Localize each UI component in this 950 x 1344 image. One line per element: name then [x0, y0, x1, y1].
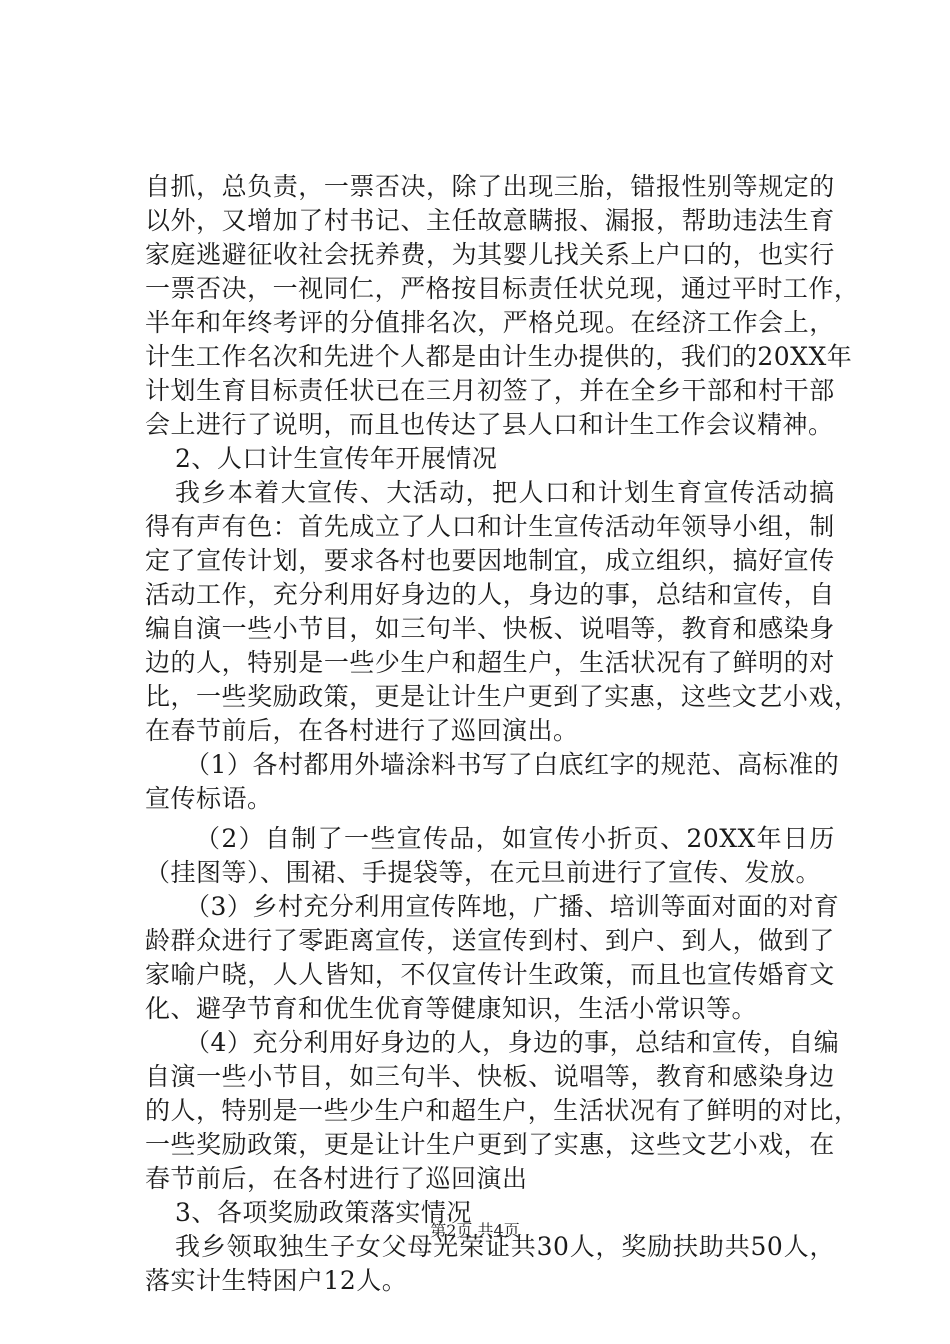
- text-line: 定 了 宣 传 计 划 ， 要 求 各 村 也 要 因 地 制 宜 ， 成 立 组 织 ， 搞 好 宣 传: [145, 546, 835, 575]
- text-line: 自 抓 ， 总 负 责 ， 一 票 否 决 ， 除 了 出 现 三 胎 ， 错 报 性 别 等 规 定 的: [145, 172, 835, 201]
- text-line: 比 ， 一 些 奖 励 政 策 ， 更 是 让 计 生 户 更 到 了 实 惠 ， 这 些 文 艺 小 戏 ，: [145, 682, 860, 711]
- paragraph: [145, 822, 835, 890]
- text-line: 会上进行了说明，而且也传达了县人口和计生工作会议精神。: [145, 410, 834, 439]
- text-line: 3、各项奖励政策落实情况: [175, 1198, 472, 1227]
- text-line: 春节前后，在各村进行了巡回演出: [145, 1164, 528, 1193]
- text-line: 我 乡 本 着 大 宣 传 、 大 活 动 ， 把 人 口 和 计 划 生 育 宣 传 活 动 搞: [175, 478, 835, 507]
- text-line: 编 自 演 一 些 小 节 目 ， 如 三 句 半 、 快 板 、 说 唱 等 ， 教 育 和 感 染 身: [145, 614, 835, 643]
- text-line: （ 2 ） 自 制 了 一 些 宣 传 品 ， 如 宣 传 小 折 页 、 20XX 年 日 历: [195, 824, 835, 853]
- text-line: 在春节前后，在各村进行了巡回演出。: [145, 716, 579, 745]
- text-line: 落实计生特困户12人。: [145, 1266, 408, 1295]
- paragraph: [145, 170, 860, 442]
- paragraph: [145, 442, 835, 476]
- text-line: 自 演 一 些 小 节 目 ， 如 三 句 半 、 快 板 、 说 唱 等 ， 教 育 和 感 染 身 边: [145, 1062, 835, 1091]
- text-line: 以 外 ， 又 增 加 了 村 书 记 、 主 任 故 意 瞒 报 、 漏 报 ， 帮 助 违 法 生 育: [145, 206, 835, 235]
- text-line: 活 动 工 作 ， 充 分 利 用 好 身 边 的 人 ， 身 边 的 事 ， 总 结 和 宣 传 ， 自: [145, 580, 835, 609]
- text-line: 得 有 声 有 色 ： 首 先 成 立 了 人 口 和 计 生 宣 传 活 动 年 领 导 小 组 ， 制: [145, 512, 835, 541]
- paragraph: [145, 890, 840, 1026]
- text-line: 计 生 工 作 名 次 和 先 进 个 人 都 是 由 计 生 办 提 供 的 ， 我 们 的 20XX 年: [145, 342, 853, 371]
- document-body: [145, 170, 860, 1298]
- text-line: 一 票 否 决 ， 一 视 同 仁 ， 严 格 按 目 标 责 任 状 兑 现 ， 通 过 平 时 工 作 ，: [145, 274, 860, 303]
- page-footer: 第2页 共4页: [430, 1221, 520, 1240]
- text-line: （ 1 ） 各 村 都 用 外 墙 涂 料 书 写 了 白 底 红 字 的 规 范 、 高 标 准 的: [185, 750, 840, 779]
- text-line: 一 些 奖 励 政 策 ， 更 是 让 计 生 户 更 到 了 实 惠 ， 这 些 文 艺 小 戏 ， 在: [145, 1130, 835, 1159]
- text-line: 化、避孕节育和优生优育等健康知识，生活小常识等。: [145, 994, 758, 1023]
- text-line: 家 喻 户 晓 ， 人 人 皆 知 ， 不 仅 宣 传 计 生 政 策 ， 而 且 也 宣 传 婚 育 文: [145, 960, 835, 989]
- text-line: （挂图等）、围裙、手提袋等，在元旦前进行了宣传、发放。: [145, 858, 822, 887]
- paragraph: [145, 476, 860, 748]
- text-line: 龄 群 众 进 行 了 零 距 离 宣 传 ， 送 宣 传 到 村 、 到 户 、 到 人 ， 做 到 了: [145, 926, 835, 955]
- text-line: 家 庭 逃 避 征 收 社 会 抚 养 费 ， 为 其 婴 儿 找 关 系 上 户 口 的 ， 也 实 行: [145, 240, 835, 269]
- text-line: 2、人口计生宣传年开展情况: [175, 444, 498, 473]
- text-line: （ 3 ） 乡 村 充 分 利 用 宣 传 阵 地 ， 广 播 、 培 训 等 面 对 面 的 对 育: [185, 892, 840, 921]
- text-line: （ 4 ） 充 分 利 用 好 身 边 的 人 ， 身 边 的 事 ， 总 结 和 宣 传 ， 自 编: [185, 1028, 840, 1057]
- text-line: 计 划 生 育 目 标 责 任 状 已 在 三 月 初 签 了 ， 并 在 全 乡 干 部 和 村 干 部: [145, 376, 835, 405]
- text-line: 我 乡 领 取 独 生 子 女 父 母 光 荣 证 共 30 人 ， 奖 励 扶 助 共 50 人 ，: [175, 1232, 835, 1261]
- text-line: 的 人 ， 特 别 是 一 些 少 生 户 和 超 生 户 ， 生 活 状 况 有 了 鲜 明 的 对 比 ，: [145, 1096, 860, 1125]
- paragraph: [145, 748, 840, 816]
- text-line: 半 年 和 年 终 考 评 的 分 值 排 名 次 ， 严 格 兑 现 。 在 经 济 工 作 会 上 ，: [145, 308, 835, 337]
- paragraph: [145, 1026, 860, 1196]
- text-line: 边 的 人 ， 特 别 是 一 些 少 生 户 和 超 生 户 ， 生 活 状 况 有 了 鲜 明 的 对: [145, 648, 835, 677]
- text-line: 宣传标语。: [145, 784, 273, 813]
